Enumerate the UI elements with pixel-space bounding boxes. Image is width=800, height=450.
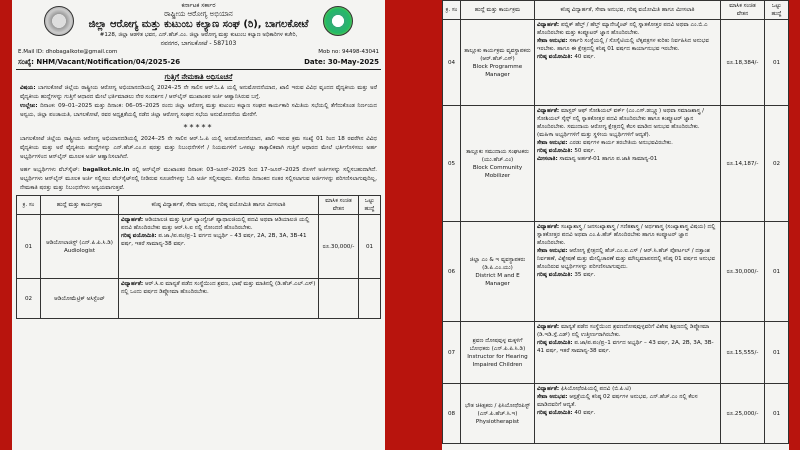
- qualification-cell: [535, 20, 721, 106]
- notification-title: ಗುತ್ತಿಗೆ ನೇಮಕಾತಿ ಅಧಿಸೂಚನೆ: [164, 73, 233, 81]
- society-name: ಜಿಲ್ಲಾ ಆರೋಗ್ಯ ಮತ್ತು ಕುಟುಂಬ ಕಲ್ಯಾಣ ಸಂಘ (ರಿ), ಬಾಗಲಕೋಟೆ: [88, 19, 309, 30]
- requirement-label: ಸೇವಾ ಅನುಭವ:: [537, 394, 568, 400]
- requirement-line: [537, 393, 718, 409]
- office-city: ನವನಗರ, ಬಾಗಲಕೋಟೆ - 587103: [160, 40, 237, 47]
- reference-number: ಸಂಖ್ಯೆ: NHM/Vacant/Notification/04/2025-26: [18, 58, 181, 66]
- post-count: 01: [765, 20, 789, 106]
- requirement-text: 40 ವರ್ಷ.: [574, 410, 596, 416]
- requirement-text: ಪಬ್ಲಿಕ್ ಹೆಲ್ತ್ / ಹೆಲ್ತ್ ಮ್ಯಾನೇಜ್ಮೆಂಟ್ ನಲ್ಲಿ ಸ್ನಾತಕೋತ್ತರ ಪದವಿ ಅಥವಾ ಎಂ.ಬಿ.ಎ ಹೊಂದಿರಬೇಕು ಮತ್ತು ಕಂಪ್ಯೂಟರ್ ಜ್ಞಾನ ಹೊಂದಿರಬೇಕು.: [537, 22, 708, 36]
- col-header: ಹುದ್ದೆ ಮತ್ತು ಕಾರ್ಯಕ್ರಮ: [461, 1, 535, 20]
- notification-page-1: [12, 0, 385, 450]
- row-number: 08: [443, 384, 461, 444]
- notification-date: Date: 30-May-2025: [304, 58, 379, 66]
- post-name-kn: ಜಿಲ್ಲಾ ಎಂ & ಇ ವ್ಯವಸ್ಥಾಪಕರು (ಡಿ.ಪಿ.ಎಂ.ಯು): [469, 256, 526, 271]
- row-number: 06: [443, 222, 461, 322]
- requirement-text: ಆರೋಗ್ಯ ಕ್ಷೇತ್ರದಲ್ಲಿ ಹೆಚ್.ಎಂ.ಐ.ಎಸ್ / ಆರ್.ಸಿ.ಹೆಚ್ ಪೋರ್ಟಲ್ / ದತ್ತಾಂಶ ನಿರ್ವಹಣೆ, ವಿಶ್ಲೇಷಣೆ ಮತ್ತು ಮೇಲ್ವಿಚಾರಣೆ ಮತ್ತು ಮೌಲ್ಯಮಾಪನದಲ್ಲಿ ಕನಿಷ್ಠ 01 ವರ್ಷದ ಅನುಭವ ಹೊಂದಿರುವ ಅಭ್ಯರ್ಥಿಗಳನ್ನು ಪರಿಗಣಿಸಲಾಗುವುದು.: [537, 248, 716, 270]
- qualification-cell: [535, 222, 721, 322]
- table-row: [17, 215, 381, 279]
- requirement-text: 35 ವರ್ಷ.: [574, 272, 596, 278]
- post-name-en: Physiotherapist: [475, 418, 520, 425]
- requirement-text: 40 ವರ್ಷ.: [574, 54, 596, 60]
- post-cell: [461, 106, 535, 222]
- requirement-text: ಮಾನ್ಯತೆ ಪಡೆದ ಸಂಸ್ಥೆಯಿಂದ ಶ್ರವಣದೋಷವುಳ್ಳವರಿಗೆ ವಿಶೇಷ ಶಿಕ್ಷಣದಲ್ಲಿ ಡಿಪ್ಲೋಮಾ (ಡಿ.ಇಡಿ.ಸ್ಪೆ.ಎಡ್) ನಲ್ಲಿ ಉತ್ತೀರ್ಣರಾಗಿರಬೇಕು.: [537, 324, 710, 338]
- body-para-2-pre: ಅರ್ಹ ಅಭ್ಯರ್ಥಿಗಳು ವೆಬ್‌ಸೈಟ್:: [20, 167, 80, 173]
- salary: ರೂ.30,000/-: [721, 222, 765, 322]
- requirement-text: ಪ.ಜಾ/ಪ.ಪಂ/ಪ್ರ–1 ವರ್ಗದ ಅಭ್ಯರ್ಥಿ – 43 ವರ್ಷ, 2A, 2B, 3A, 3B-41 ವರ್ಷ, ಇತರೆ ಸಾಮಾನ್ಯ-38 ವರ್ಷ.: [537, 340, 714, 354]
- col-header: ಹುದ್ದೆ ಮತ್ತು ಕಾರ್ಯಕ್ರಮ: [41, 196, 119, 215]
- gov-name: ಕರ್ನಾಟಕ ಸರ್ಕಾರ: [181, 2, 216, 9]
- requirement-text: ಫಿಸಿಯೋಥೆರಪಿಯಲ್ಲಿ ಪದವಿ (ಬಿ.ಪಿ.ಟಿ): [560, 386, 632, 392]
- requirement-label: ಸೇವಾ ಅನುಭವ:: [537, 248, 568, 254]
- row-number: 07: [443, 322, 461, 384]
- requirement-line: [537, 37, 718, 53]
- post-name-en: District M and E Manager: [475, 272, 520, 287]
- col-header: ಕ್ರ. ಸಂ: [17, 196, 41, 215]
- requirement-line: [537, 107, 718, 131]
- requirement-label: ವಿದ್ಯಾರ್ಹತೆ:: [537, 22, 560, 28]
- requirement-text: ಮಾಸ್ಟರ್ ಆಫ್ ಸೋಶಿಯಲ್ ವರ್ಕ್ (ಎಂ.ಎಸ್.ಡಬ್ಲ್ಯೂ) ಅಥವಾ ಸಮಾಜಶಾಸ್ತ್ರ / ಸೋಶಿಯಲ್ ಸೈನ್ಸ್ ನಲ್ಲಿ ಸ್ನಾತಕೋತ್ತರ ಪದವಿ ಹೊಂದಿರಬೇಕು ಹಾಗೂ ಕಂಪ್ಯೂಟರ್ ಜ್ಞಾನ ಹೊಂದಿರಬೇಕು. ಸಮುದಾಯ ಆರೋಗ್ಯ ಕ್ಷೇತ್ರದಲ್ಲಿ ಕೆಲಸ ಮಾಡಿದ ಅನುಭವ ಹೊಂದಿರಬೇಕು.: [537, 108, 704, 130]
- qualification-cell: [535, 322, 721, 384]
- post-cell: [461, 384, 535, 444]
- post-cell: [41, 215, 119, 279]
- age-label: ಗರಿಷ್ಠ ವಯೋಮಿತಿ:: [121, 233, 157, 239]
- table-row: [443, 106, 789, 222]
- table-row: [443, 322, 789, 384]
- requirement-line: [537, 131, 718, 139]
- qualification-cell: [119, 215, 319, 279]
- posts-table: [16, 195, 381, 319]
- post-name-en: Instructor for Hearing Impaired Children: [467, 353, 528, 368]
- requirement-line: [537, 409, 718, 417]
- requirement-label: ಸೇವಾ ಅನುಭವ:: [537, 38, 568, 44]
- post-name-kn: ಶ್ರವಣ ದೋಷವುಳ್ಳ ಮಕ್ಕಳಿಗೆ ಬೋಧಕರು (ಎನ್.ಪಿ.ಪಿ.ಸಿ.ಡಿ): [469, 337, 526, 352]
- requirement-line: [537, 247, 718, 271]
- body-para-2-post: ರಲ್ಲಿ ಆನ್‌ಲೈನ್ ಮುಖಾಂತರ ದಿನಾಂಕ: 03–ಜೂನ್–2025 ರಿಂದ 17–ಜೂನ್–2025 ರೊಳಗೆ ಅರ್ಜಿಗಳನ್ನು ಸಲ್ಲಿಸಬಹುದಾಗಿದೆ. ಅಭ್ಯರ್ಥಿಗಳು ಆನ್‌ಲೈನ್ ಮೂಲಕ ಅರ್ಜಿ ಸಲ್ಲಿಸಲು ವೆಬ್‌ಸೈಟ್‌ನಲ್ಲಿ ನೀಡಿರುವ ಸೂಚನೆಗಳನ್ನು ಓದಿ ಅರ್ಜಿ ಸಲ್ಲಿಸುವುದು. ಕೊನೆಯ ದಿನಾಂಕದ ನಂತರ ಸಲ್ಲಿಸಲಾಗುವ ಅರ್ಜಿಗಳನ್ನು ಪರಿಗಣಿಸಲಾಗುವುದಿಲ್ಲ, ನೇಮಕಾತಿ ಷರತ್ತು ಮತ್ತು ನಿಬಂಧನೆಗಳು ಅನ್ವಯವಾಗುತ್ತವೆ.: [20, 167, 378, 191]
- requirement-label: ಗರಿಷ್ಠ ವಯೋಮಿತಿ:: [537, 272, 573, 278]
- qualification-cell: [119, 279, 319, 319]
- col-header: ಕನಿಷ್ಠ ವಿದ್ಯಾರ್ಹತೆ, ಸೇವಾ ಅನುಭವ, ಗರಿಷ್ಠ ವಯೋಮಿತಿ ಹಾಗೂ ಮೀಸಲಾತಿ: [535, 1, 721, 20]
- subject-label: ವಿಷಯ:: [20, 85, 36, 91]
- col-header: ಕ್ರ. ಸಂ: [443, 1, 461, 20]
- requirement-line: [537, 271, 718, 279]
- requirement-label: ಮೀಸಲಾತಿ:: [537, 156, 558, 162]
- requirement-line: [537, 223, 718, 247]
- row-number: 05: [443, 106, 461, 222]
- qualification-text: ಆಡಿಯಾಲಜಿ ಮತ್ತು ಸ್ಪೀಚ್ ಲ್ಯಾಂಗ್ವೇಜ್ ಪ್ಯಾಥಾಲಜಿಯಲ್ಲಿ ಪದವಿ ಅಥವಾ ಆಡಿಯಾಲಜಿ ಯಲ್ಲಿ ಪದವಿ ಹೊಂದಿರಬೇಕು ಮತ್ತು ಆರ್.ಸಿ.ಐ ನಲ್ಲಿ ನೋಂದಣಿ ಹೊಂದಿರಬೇಕು.: [121, 217, 310, 231]
- phone: Mob no: 94498-43041: [318, 49, 379, 55]
- requirement-label: ಗರಿಷ್ಠ ವಯೋಮಿತಿ:: [537, 54, 573, 60]
- subject-text: ಬಾಗಲಕೋಟೆ ಜಿಲ್ಲೆಯ ರಾಷ್ಟ್ರೀಯ ಆರೋಗ್ಯ ಅಭಿಯಾನದಡಿಯಲ್ಲಿ 2024–25 ನೇ ಸಾಲಿನ ಆರ್.ಓ.ಪಿ ಯಲ್ಲಿ ಅನುಮೋದನೆಯಾದ, ಖಾಲಿ ಇರುವ ವಿವಿಧ ವೃಂದದ ವೈದ್ಯಕೀಯ ಮತ್ತು ಅರೆ ವೈದ್ಯಕೀಯ ಹುದ್ದೆಗಳನ್ನು ಗುತ್ತಿಗೆ ಆಧಾರದ ಮೇಲೆ ಭರ್ತಿಮಾಡಲು ನೇರ ಸಂದರ್ಶನ / ಆನ್‌ಲೈನ್ ಮುಖಾಂತರ ಅರ್ಜಿ ಆಹ್ವಾನಿಸಿರುವ ಬಗ್ಗೆ.: [20, 85, 377, 100]
- post-count: [359, 279, 381, 319]
- requirement-line: [537, 339, 718, 355]
- qualification-text: ಆರ್.ಸಿ.ಐ ಮಾನ್ಯತೆ ಪಡೆದ ಸಂಸ್ಥೆಯಿಂದ ಶ್ರವಣ, ಭಾಷೆ ಮತ್ತು ಮಾತಿನಲ್ಲಿ (ಡಿ.ಹೆಚ್.ಎಲ್.ಎಸ್) ನಲ್ಲಿ ಒಂದು ವರ್ಷದ ಡಿಪ್ಲೋಮಾ ಹೊಂದಿರಬೇಕು.: [121, 281, 316, 295]
- post-name-kn: ಭೌತ ಚಿಕಿತ್ಸಕರು / ಫಿಸಿಯೋಥೆರಪಿಸ್ಟ್ (ಎನ್.ಪಿ.ಹೆಚ್.ಸಿ.ಇ): [464, 402, 530, 417]
- requirement-line: [537, 21, 718, 37]
- post-cell: [461, 222, 535, 322]
- table-header-row: [17, 196, 381, 215]
- salary: ರೂ.14,187/-: [721, 106, 765, 222]
- post-count: 02: [765, 106, 789, 222]
- qualification-cell: [535, 106, 721, 222]
- col-header: ಒಟ್ಟು ಹುದ್ದೆ: [359, 196, 381, 215]
- qualification-label: ವಿದ್ಯಾರ್ಹತೆ:: [121, 281, 144, 287]
- requirement-label: ಗರಿಷ್ಠ ವಯೋಮಿತಿ:: [537, 340, 573, 346]
- subject-para: [12, 82, 385, 122]
- posts-table-continued: [442, 0, 789, 444]
- table-row: [443, 384, 789, 444]
- body-para-2: [12, 164, 385, 195]
- post-count: 01: [359, 215, 381, 279]
- salary: ರೂ.25,000/-: [721, 384, 765, 444]
- notification-page-2: [442, 0, 789, 450]
- post-cell: [41, 279, 119, 319]
- post-count: 01: [765, 384, 789, 444]
- col-header: ಮಾಸಿಕ ಸಂಚಿತ ವೇತನ: [319, 196, 359, 215]
- age-text: ಪ.ಜಾ./ಪ.ಪಂ/ಪ್ರ–1 ವರ್ಗದ ಅಭ್ಯರ್ಥಿ – 43 ವರ್ಷ, 2A, 2B, 3A, 3B-41 ವರ್ಷ, ಇತರೆ ಸಾಮಾನ್ಯ-38 ವರ್ಷ.: [121, 233, 307, 247]
- post-count: 01: [765, 222, 789, 322]
- post-cell: [461, 20, 535, 106]
- salary: ರೂ.18,384/-: [721, 20, 765, 106]
- requirement-label: ಗರಿಷ್ಠ ವಯೋಮಿತಿ:: [537, 148, 573, 154]
- row-number: 04: [443, 20, 461, 106]
- requirement-label: ವಿದ್ಯಾರ್ಹತೆ:: [537, 224, 560, 230]
- requirement-line: [537, 155, 718, 163]
- row-number: 01: [17, 215, 41, 279]
- col-header: ಕನಿಷ್ಠ ವಿದ್ಯಾರ್ಹತೆ, ಸೇವಾ ಅನುಭವ, ಗರಿಷ್ಠ ವಯೋಮಿತಿ ಹಾಗೂ ಮೀಸಲಾತಿ: [119, 196, 319, 215]
- table-header-row: [443, 1, 789, 20]
- col-header: ಒಟ್ಟು ಹುದ್ದೆ: [765, 1, 789, 20]
- post-name-en: Audiologist: [63, 247, 96, 254]
- post-count: 01: [765, 322, 789, 384]
- post-name-kn: ಆಡಿಯೋಮೆಟ್ರಿಕ್ ಅಸಿಸ್ಟೆಂಟ್: [54, 295, 105, 302]
- requirement-text: (ಮಹಿಳಾ ಅಭ್ಯರ್ಥಿಗಳಿಗೆ ಮತ್ತು ಸ್ಥಳೀಯ ಅಭ್ಯರ್ಥಿಗಳಿಗೆ ಆದ್ಯತೆ).: [537, 132, 651, 138]
- requirement-line: [537, 53, 718, 61]
- reference-label: ಉಲ್ಲೇಖ:: [20, 103, 38, 109]
- requirement-label: ವಿದ್ಯಾರ್ಹತೆ:: [537, 324, 560, 330]
- requirement-text: ಸರ್ಕಾರಿ ಸಂಸ್ಥೆಯಲ್ಲಿ / ಸೊಸೈಟಿಯಲ್ಲಿ ಲೆಕ್ಕಪತ್ರಗಳ ಕುರಿತು ನಿರ್ವಹಿಸಿದ ಅನುಭವ ಇರಬೇಕು. ಹಾಗೂ ಈ ಕ್ಷೇತ್ರದಲ್ಲಿ ಕನಿಷ್ಠ 01 ವರ್ಷದ ಕಾರ್ಯಾನುಭವ ಇರಬೇಕು.: [537, 38, 709, 52]
- requirement-line: [537, 385, 718, 393]
- office-address: #128, ಜಿಲ್ಲಾ ಆಡಳಿತ ಭವನ, ಎನ್.ಹೆಚ್.ಎಂ. ಜಿಲ್ಲಾ ಆರೋಗ್ಯ ಮತ್ತು ಕುಟುಂಬ ಕಲ್ಯಾಣ ಅಧಿಕಾರಿಗಳ ಕಚೇರಿ,: [99, 32, 298, 38]
- requirement-text: ಎರಡು ವರ್ಷಗಳ ಕಾರ್ಯ ತರಬೇತಿಯ ಅನುಭವವಿರಬೇಕು.: [569, 140, 673, 146]
- mission-name: ರಾಷ್ಟ್ರೀಯ ಆರೋಗ್ಯ ಅಭಿಯಾನ: [164, 10, 233, 18]
- salary: [319, 279, 359, 319]
- post-name-kn: ಆಡಿಯೋಲಾಜಿಸ್ಟ್ (ಎನ್.ಪಿ.ಪಿ.ಸಿ.ಡಿ): [46, 239, 113, 246]
- requirement-line: [537, 147, 718, 155]
- post-cell: [461, 322, 535, 384]
- qualification-label: ವಿದ್ಯಾರ್ಹತೆ:: [121, 217, 144, 223]
- salary: ರೂ.15,555/-: [721, 322, 765, 384]
- table-row: [443, 20, 789, 106]
- requirement-line: [537, 139, 718, 147]
- reference-text: ದಿನಾಂಕ: 09–01–2025 ಮತ್ತು ದಿನಾಂಕ: 06–05–2025 ರಂದು ಜಿಲ್ಲಾ ಆರೋಗ್ಯ ಮತ್ತು ಕುಟುಂಬ ಕಲ್ಯಾಣ ಸಂಘದ ಕಾರ್ಯಕಾರಿ ಸಮಿತಿಯ ಸಭೆಯಲ್ಲಿ ತೆಗೆದುಕೊಂಡ ನಿರ್ಣಯದ ಅನ್ವಯ, ಜಿಲ್ಲಾ ಪಂಚಾಯತಿ, ಬಾಗಲಕೋಟೆ, ರವರ ಅಧ್ಯಕ್ಷತೆಯಲ್ಲಿ ನಡೆದ ಜಿಲ್ಲಾ ಆರೋಗ್ಯ ಸಂಘದ ಸಭೆಯ ಅನುಮೋದನೆಯ ಮೇರೆಗೆ.: [20, 103, 378, 118]
- row-number: 02: [17, 279, 41, 319]
- table-row: [443, 222, 789, 322]
- post-name-en: Block Community Mobilizer: [472, 164, 523, 179]
- website-link[interactable]: bagalkot.nic.in: [82, 167, 130, 173]
- requirement-label: ಗರಿಷ್ಠ ವಯೋಮಿತಿ:: [537, 410, 573, 416]
- post-name-en: Block Programme Manager: [472, 63, 523, 78]
- col-header: ಮಾಸಿಕ ಸಂಚಿತ ವೇತನ: [721, 1, 765, 20]
- requirement-label: ವಿದ್ಯಾರ್ಹತೆ:: [537, 386, 560, 392]
- post-name-kn: ತಾಲ್ಲೂಕು ಕಾರ್ಯಕ್ರಮ ವ್ಯವಸ್ಥಾಪಕರು (ಆರ್.ಹೆಚ್.ಎಸ್): [464, 47, 531, 62]
- qualification-cell: [535, 384, 721, 444]
- requirement-text: 50 ವರ್ಷ.: [574, 148, 596, 154]
- requirement-text: ಆಸ್ಪತ್ರೆಯಲ್ಲಿ ಕನಿಷ್ಠ 02 ವರ್ಷಗಳ ಅನುಭವ, ಎನ್.ಹೆಚ್.ಎಂ ನಲ್ಲಿ ಕೆಲಸ ಮಾಡಿದವರಿಗೆ ಆದ್ಯತೆ.: [537, 394, 698, 408]
- requirement-text: ಸಂಖ್ಯಾಶಾಸ್ತ್ರ / ಜನಸಂಖ್ಯಾಶಾಸ್ತ್ರ / ಗಣಿತಶಾಸ್ತ್ರ / ಅರ್ಥಶಾಸ್ತ್ರ (ಸಂಖ್ಯಾಶಾಸ್ತ್ರ ವಿಷಯ) ದಲ್ಲಿ ಸ್ನಾತಕೋತ್ತರ ಪದವಿ ಅಥವಾ ಎಂ.ಪಿ.ಹೆಚ್ ಹೊಂದಿರಬೇಕು ಹಾಗೂ ಕಂಪ್ಯೂಟರ್ ಜ್ಞಾನ ಹೊಂದಿರಬೇಕು.: [537, 224, 716, 246]
- salary: ರೂ.30,000/-: [319, 215, 359, 279]
- post-name-kn: ತಾಲ್ಲೂಕು ಸಮುದಾಯ ಸಂಘಟಕರು (ಯು.ಹೆಚ್.ಎಂ): [466, 148, 529, 163]
- table-row: [17, 279, 381, 319]
- requirement-text: ಸಾಮಾನ್ಯ ಅರ್ಹತೆ-01 ಹಾಗೂ ಪ.ಜಾತಿ ಸಾಮಾನ್ಯ-01: [559, 156, 658, 162]
- requirement-line: [537, 323, 718, 339]
- separator-stars: *****: [183, 123, 214, 132]
- requirement-label: ವಿದ್ಯಾರ್ಹತೆ:: [537, 108, 560, 114]
- requirement-label: ಸೇವಾ ಅನುಭವ:: [537, 140, 568, 146]
- body-para-1: ಬಾಗಲಕೋಟೆ ಜಿಲ್ಲೆಯ ರಾಷ್ಟ್ರೀಯ ಆರೋಗ್ಯ ಅಭಿಯಾನದಡಿಯಲ್ಲಿ 2024–25 ನೇ ಸಾಲಿನ ಆರ್.ಓ.ಪಿ ಯಲ್ಲಿ ಅನುಮೋದನೆಯಾದ, ಖಾಲಿ ಇರುವ ಕ್ರಮ ಸಂಖ್ಯೆ 01 ರಿಂದ 18 ರವರೆಗಿನ ವಿವಿಧ ವೈದ್ಯಕೀಯ ಮತ್ತು ಅರೆ ವೈದ್ಯಕೀಯ ಹುದ್ದೆಗಳನ್ನು ಎನ್.ಹೆಚ್.ಎಂ.ನ ಷರತ್ತು ಮತ್ತು ನಿಬಂಧನೆಗಳಿಗೆ / ನಿಯಮಗಳಿಗೆ ಒಳಪಟ್ಟು ತಾತ್ಕಾಲಿಕವಾಗಿ ಗುತ್ತಿಗೆ ಆಧಾರದ ಮೇಲೆ ಭರ್ತಿಗೊಳಿಸಲು ಅರ್ಹ ಅಭ್ಯರ್ಥಿಗಳಿಂದ ಆನ್‌ಲೈನ್ ಮೂಲಕ ಅರ್ಜಿ ಆಹ್ವಾನಿಸಲಾಗಿದೆ.: [20, 136, 377, 160]
- email: E.Mail ID: dhobagalkote@gmail.com: [18, 49, 118, 55]
- letterhead: [16, 0, 381, 70]
